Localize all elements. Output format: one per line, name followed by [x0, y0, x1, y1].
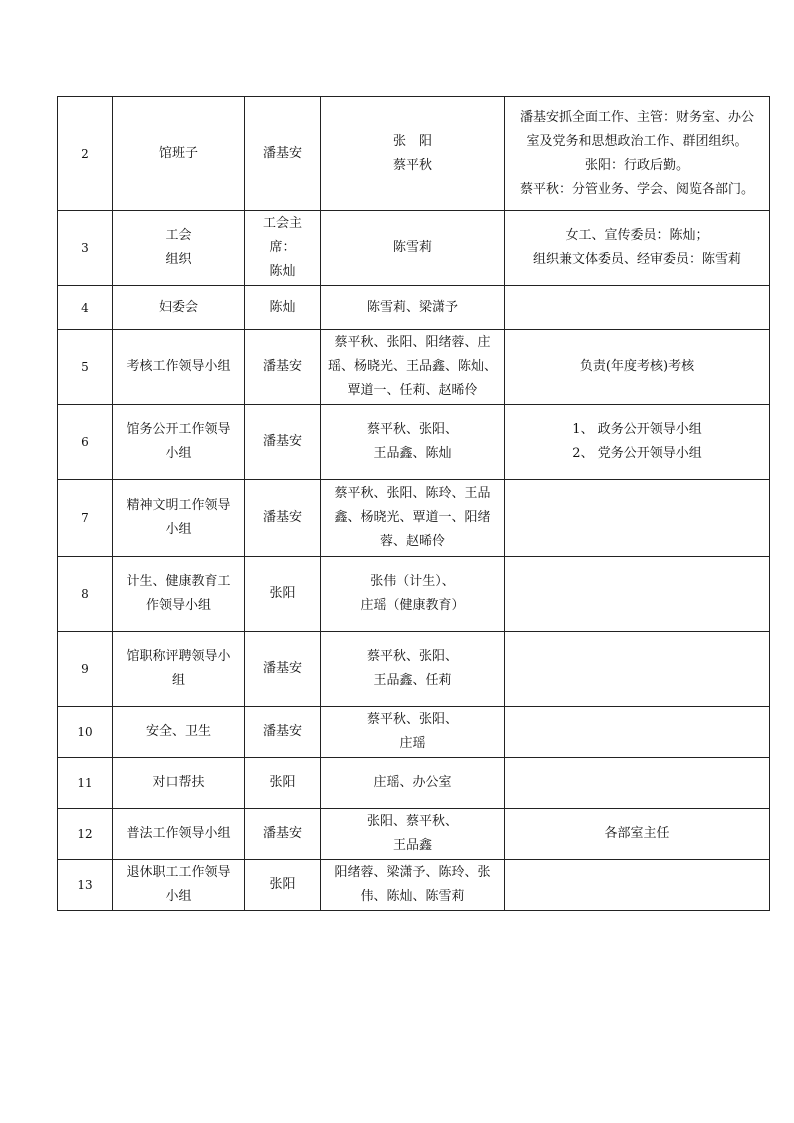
table-row: [58, 405, 770, 480]
members-cell: [321, 330, 505, 405]
duties-cell: [505, 97, 770, 211]
members-line: 陈雪莉: [392, 240, 432, 255]
duties-cell: [505, 707, 770, 758]
leader-line: 潘基安: [262, 724, 302, 739]
members-line: 张阳、蔡平秋、: [366, 814, 458, 829]
leader-line: 席：: [269, 240, 296, 255]
row-number-cell: 6: [58, 405, 113, 480]
duties-cell: [505, 330, 770, 405]
group-name-cell: [113, 286, 245, 330]
group-name-line: 精神文明工作领导: [126, 498, 231, 513]
leader-line: 潘基安: [262, 434, 302, 449]
row-number-cell: 11: [58, 758, 113, 809]
members-cell: [321, 809, 505, 860]
members-line: 庄瑶、办公室: [373, 775, 452, 790]
row-number-cell: 9: [58, 632, 113, 707]
table-row: [58, 557, 770, 632]
members-line: 蔡平秋、张阳、: [366, 649, 458, 664]
members-line: 张伟（计生）、: [370, 574, 455, 589]
leader-line: 张阳: [269, 586, 296, 601]
duties-cell: [505, 480, 770, 557]
row-number-cell: 5: [58, 330, 113, 405]
duties-line: 各部室主任: [604, 826, 670, 841]
members-line: 庄瑶（健康教育）: [360, 598, 465, 613]
leader-line: 陈灿: [269, 264, 296, 279]
group-name-line: 小组: [165, 889, 192, 904]
row-number-cell: 7: [58, 480, 113, 557]
leader-cell: [245, 707, 321, 758]
leader-cell: [245, 557, 321, 632]
duties-line: 1、 政务公开领导小组: [572, 422, 702, 437]
members-line: 王品鑫: [392, 838, 432, 853]
duties-line: 潘基安抓全面工作、主管：财务室、办公: [519, 109, 754, 125]
table-row: [58, 211, 770, 286]
group-name-line: 对口帮扶: [152, 775, 205, 790]
table-row: [58, 860, 770, 911]
table-row: [58, 707, 770, 758]
members-cell: [321, 480, 505, 557]
group-name-cell: [113, 707, 245, 758]
duties-cell: [505, 557, 770, 632]
table-row: [58, 632, 770, 707]
leader-cell: [245, 809, 321, 860]
duties-cell: [505, 809, 770, 860]
members-cell: [321, 758, 505, 809]
leader-cell: [245, 405, 321, 480]
members-cell: [321, 97, 505, 211]
table-row: [58, 758, 770, 809]
members-cell: [321, 707, 505, 758]
group-name-cell: [113, 758, 245, 809]
group-name-line: 馆班子: [158, 145, 198, 161]
leader-cell: [245, 330, 321, 405]
leader-line: 潘基安: [262, 145, 302, 161]
group-name-cell: [113, 330, 245, 405]
row-number-cell: 13: [58, 860, 113, 911]
duties-line: 张阳：行政后勤。: [584, 157, 689, 173]
members-line: 蔡平秋、张阳、: [366, 422, 458, 437]
group-name-cell: [113, 809, 245, 860]
group-name-line: 馆职称评聘领导小: [126, 649, 231, 664]
table-row: [58, 330, 770, 405]
row-number-cell: 10: [58, 707, 113, 758]
row-number-cell: 12: [58, 809, 113, 860]
leader-cell: [245, 286, 321, 330]
group-name-cell: [113, 632, 245, 707]
group-name-cell: [113, 97, 245, 211]
members-cell: [321, 286, 505, 330]
members-line: 伟、陈灿、陈雪莉: [360, 889, 465, 904]
duties-line: 组织兼文体委员、经审委员：陈雪莉: [532, 252, 741, 267]
group-name-line: 安全、卫生: [145, 724, 211, 739]
duties-line: 负责(年度考核)考核: [579, 359, 695, 374]
row-number-cell: 4: [58, 286, 113, 330]
leader-line: 张阳: [269, 877, 296, 892]
members-cell: [321, 860, 505, 911]
row-number-cell: 8: [58, 557, 113, 632]
members-line: 王品鑫、任莉: [373, 673, 452, 688]
members-line: 鑫、杨晓光、覃道一、阳绪: [334, 510, 491, 525]
group-name-cell: [113, 860, 245, 911]
duties-line: 2、 党务公开领导小组: [572, 446, 702, 461]
table-row: [58, 809, 770, 860]
members-line: 蔡平秋、张阳、陈玲、王品: [334, 486, 491, 501]
row-number-cell: 2: [58, 97, 113, 211]
leader-line: 潘基安: [262, 661, 302, 676]
members-cell: [321, 405, 505, 480]
group-name-line: 退休职工工作领导: [126, 865, 231, 880]
group-name-line: 计生、健康教育工: [126, 574, 231, 589]
members-cell: [321, 557, 505, 632]
members-line: 王品鑫、陈灿: [373, 446, 452, 461]
duties-line: 蔡平秋：分管业务、学会、阅览各部门。: [519, 181, 754, 197]
group-name-line: 小组: [165, 446, 192, 461]
group-name-line: 考核工作领导小组: [126, 359, 231, 374]
table-body: [58, 97, 770, 911]
duties-cell: [505, 860, 770, 911]
row-number-cell: 3: [58, 211, 113, 286]
leader-cell: [245, 632, 321, 707]
group-name-cell: [113, 405, 245, 480]
members-line: 陈雪莉、梁潇予: [366, 299, 458, 315]
leader-cell: [245, 480, 321, 557]
group-name-line: 小组: [165, 522, 192, 537]
leader-line: 潘基安: [262, 826, 302, 841]
table-row: [58, 286, 770, 330]
members-cell: [321, 632, 505, 707]
group-name-line: 组: [171, 673, 185, 688]
leader-line: 潘基安: [262, 359, 302, 374]
members-line: 蔡平秋、张阳、阳绪蓉、庄: [334, 335, 491, 350]
duties-line: 室及党务和思想政治工作、群团组织。: [526, 133, 748, 149]
group-name-line: 妇委会: [158, 299, 198, 315]
leader-cell: [245, 860, 321, 911]
leader-line: 工会主: [262, 216, 302, 231]
members-line: 蔡平秋、张阳、: [366, 712, 458, 727]
group-name-cell: [113, 211, 245, 286]
group-name-line: 作领导小组: [145, 598, 211, 613]
duties-line: 女工、宣传委员：陈灿；: [565, 228, 709, 243]
duties-cell: [505, 758, 770, 809]
members-line: 蔡平秋: [392, 157, 432, 173]
duties-cell: [505, 211, 770, 286]
leader-cell: [245, 211, 321, 286]
members-line: 瑶、杨晓光、王品鑫、陈灿、: [327, 359, 497, 374]
group-name-cell: [113, 557, 245, 632]
members-line: 张 阳: [392, 133, 432, 149]
leader-cell: [245, 97, 321, 211]
members-line: 覃道一、任莉、赵晞伶: [347, 383, 478, 398]
leader-line: 张阳: [269, 775, 296, 790]
duties-cell: [505, 632, 770, 707]
group-name-line: 馆务公开工作领导: [126, 422, 231, 437]
members-line: 蓉、赵晞伶: [379, 534, 445, 549]
duties-cell: [505, 286, 770, 330]
leader-line: 陈灿: [269, 299, 296, 315]
members-cell: [321, 211, 505, 286]
members-line: 阳绪蓉、梁潇予、陈玲、张: [334, 865, 491, 880]
members-line: 庄瑶: [399, 736, 426, 751]
duties-cell: [505, 405, 770, 480]
organization-table: [57, 96, 770, 911]
leader-line: 潘基安: [262, 510, 302, 525]
group-name-cell: [113, 480, 245, 557]
table-row: [58, 480, 770, 557]
table-row: [58, 97, 770, 211]
group-name-line: 工会: [165, 228, 192, 243]
group-name-line: 普法工作领导小组: [126, 826, 231, 841]
group-name-line: 组织: [165, 252, 192, 267]
leader-cell: [245, 758, 321, 809]
